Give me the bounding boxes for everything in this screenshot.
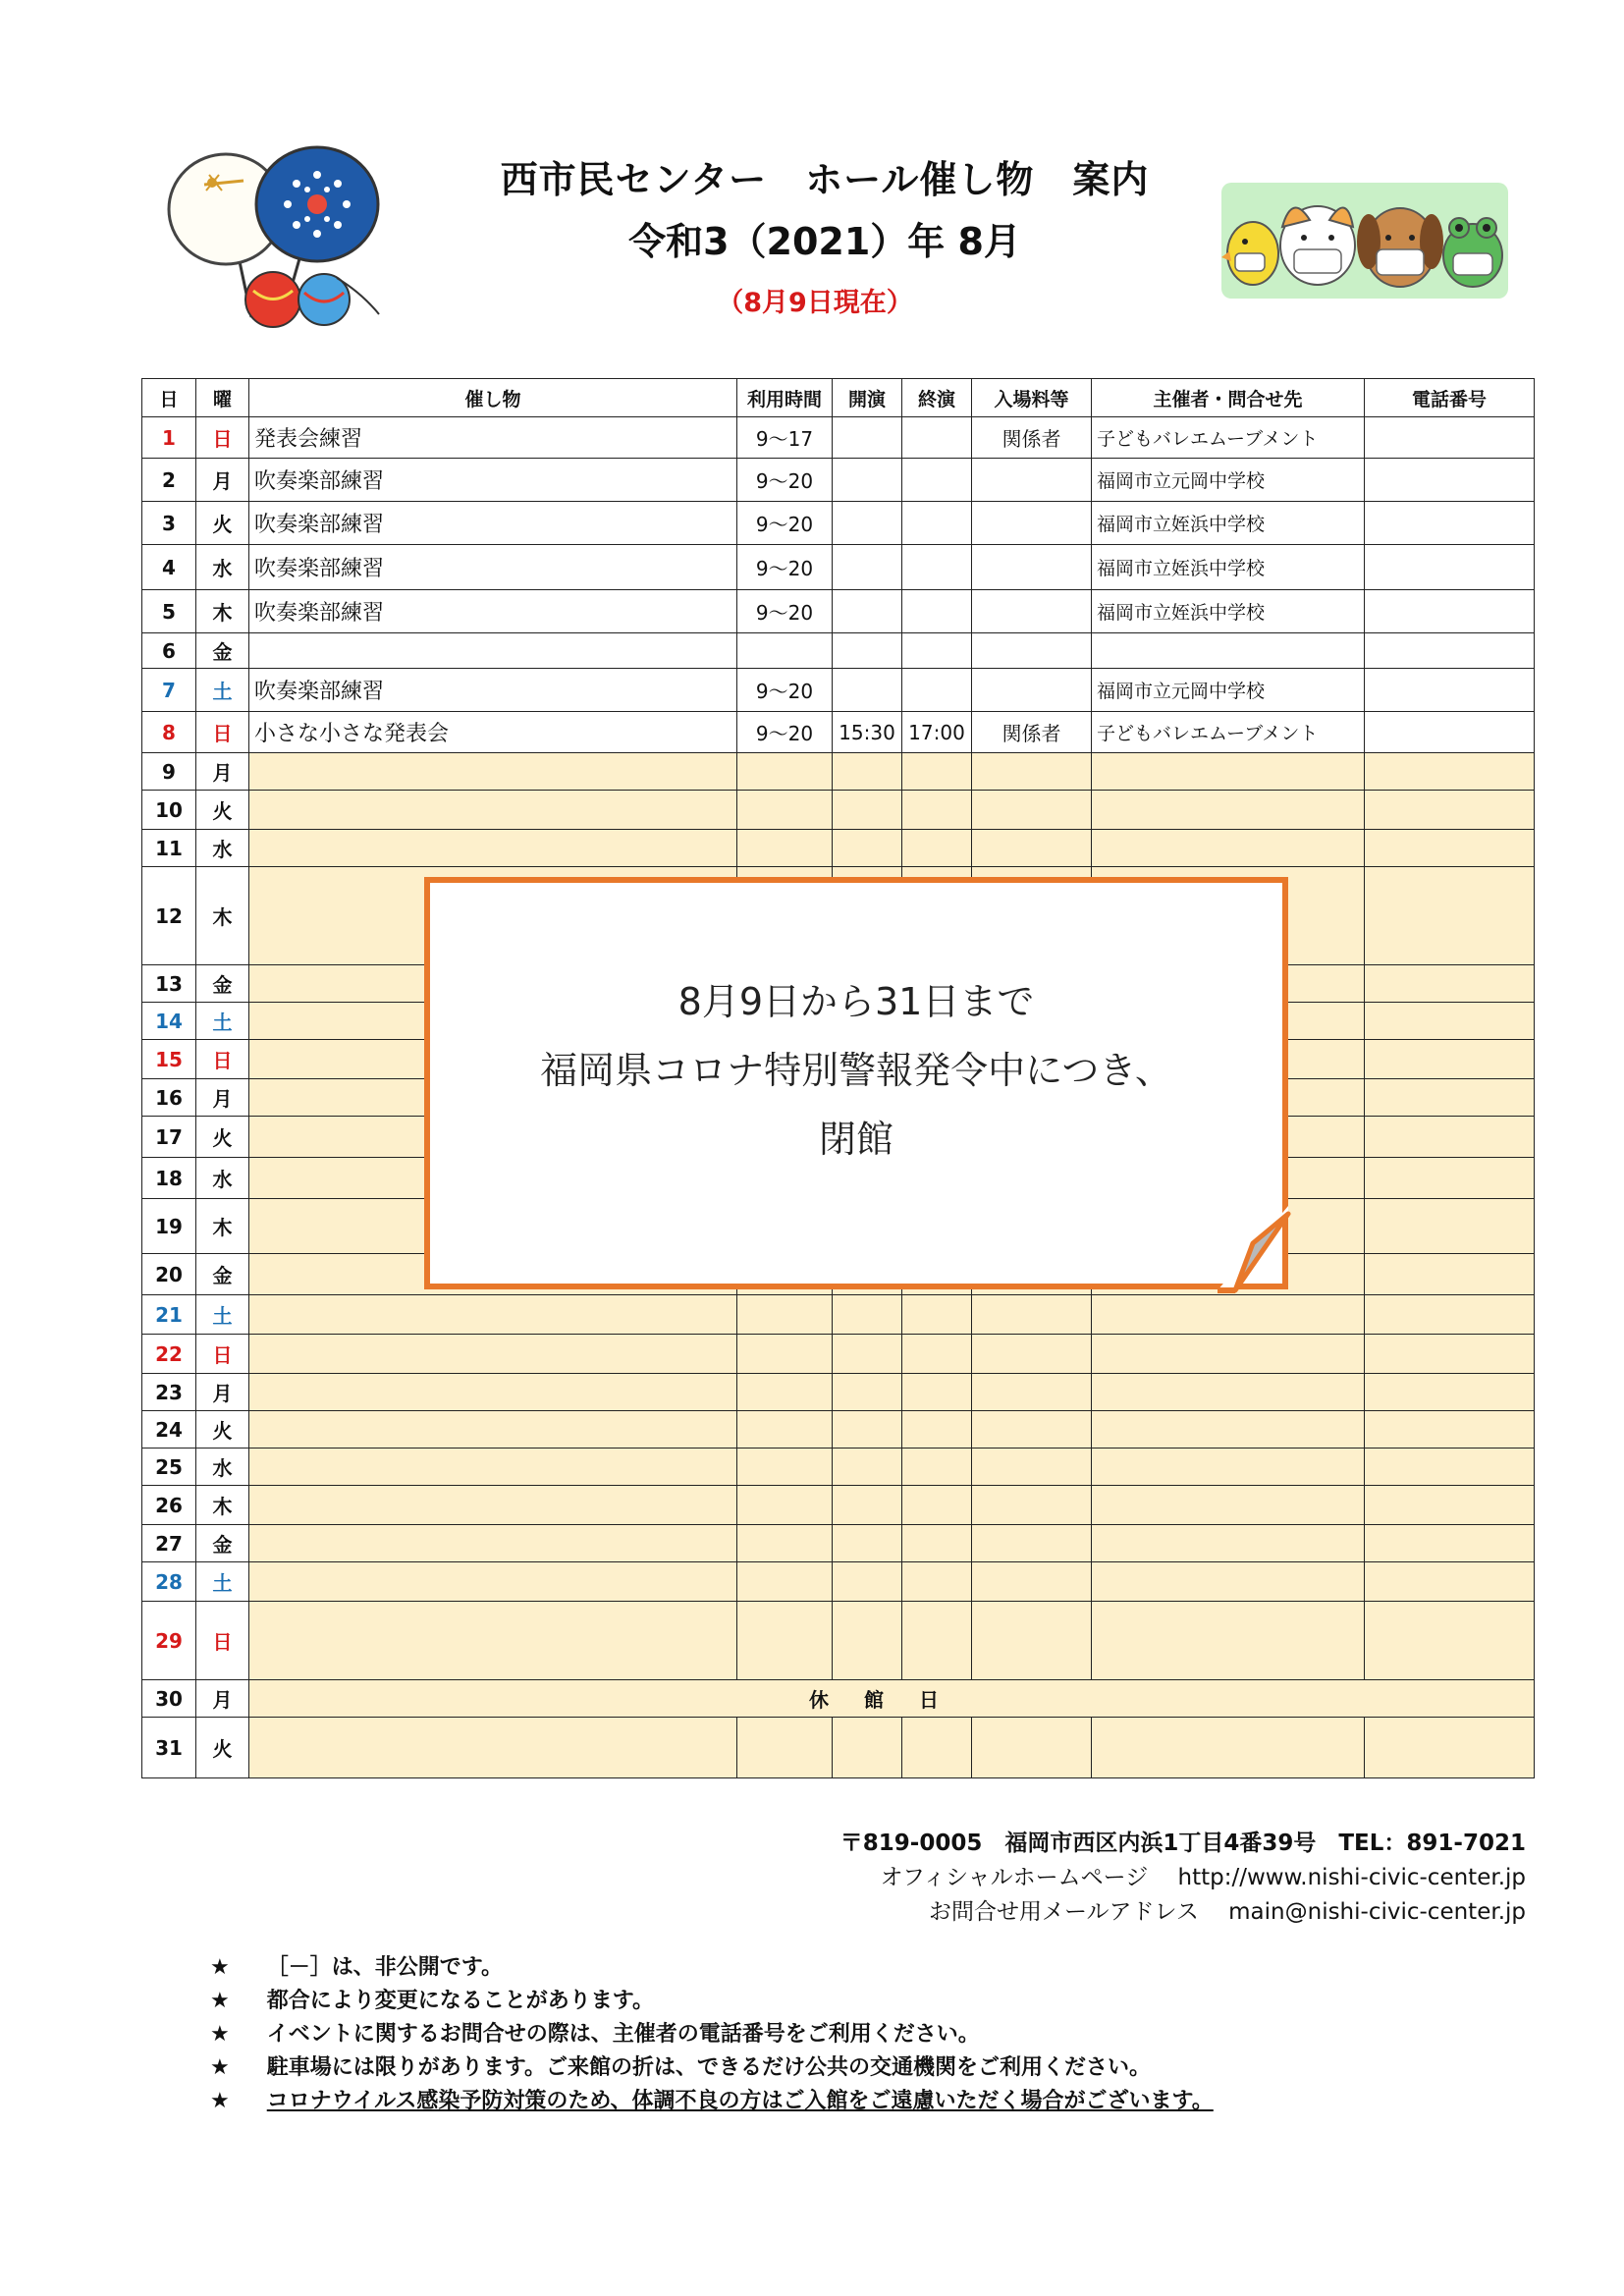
as-of-date: （8月9日現在） (717, 288, 913, 318)
open-cell (833, 1486, 902, 1525)
fee-cell (972, 633, 1092, 669)
close-cell (902, 633, 972, 669)
phone-cell (1365, 669, 1535, 712)
event-cell: 発表会練習 (249, 417, 737, 459)
time-cell (737, 1374, 833, 1411)
table-row (142, 1680, 1535, 1718)
fee-cell (972, 1486, 1092, 1525)
weekday-cell: 月 (196, 459, 249, 502)
weekday-cell: 月 (196, 753, 249, 791)
phone-cell (1365, 830, 1535, 867)
notice-line-3: 閉館 (818, 1118, 893, 1161)
open-cell (833, 502, 902, 545)
event-cell (249, 1449, 737, 1486)
organizer-cell (1092, 791, 1365, 830)
time-cell (737, 1602, 833, 1680)
note-item: ★ ［－］は、非公開です。 (210, 1955, 503, 1980)
day-cell: 23 (142, 1374, 196, 1411)
table-row (142, 1486, 1535, 1525)
table-row (142, 791, 1535, 830)
close-cell (902, 1486, 972, 1525)
fee-cell (972, 1602, 1092, 1680)
time-cell: 9～20 (737, 590, 833, 633)
fee-cell (972, 830, 1092, 867)
day-cell: 7 (142, 669, 196, 712)
col-header-phone: 電話番号 (1365, 379, 1535, 417)
phone-cell (1365, 1486, 1535, 1525)
page-subtitle: 令和3（2021）年 8月 (628, 220, 1021, 263)
table-row (142, 712, 1535, 753)
star-icon: ★ (210, 2055, 230, 2080)
weekday-cell: 月 (196, 1680, 249, 1718)
open-cell (833, 1335, 902, 1374)
masked-animals-illustration (1221, 183, 1508, 299)
fee-cell (972, 1562, 1092, 1602)
close-cell (902, 1718, 972, 1778)
time-cell (737, 1411, 833, 1449)
contact-homepage[interactable]: オフィシャルホームページ http://www.nishi-civic-center.jp (880, 1865, 1526, 1890)
table-row (142, 1718, 1535, 1778)
open-cell (833, 753, 902, 791)
event-cell (249, 1718, 737, 1778)
table-row (142, 417, 1535, 459)
weekday-cell: 金 (196, 1525, 249, 1562)
time-cell: 9～20 (737, 545, 833, 590)
organizer-cell (1092, 1374, 1365, 1411)
open-cell (833, 1295, 902, 1335)
close-cell (902, 1374, 972, 1411)
close-cell (902, 545, 972, 590)
star-icon: ★ (210, 1955, 230, 1980)
day-cell: 2 (142, 459, 196, 502)
note-item: ★ 駐車場には限りがあります。ご来館の折は、できるだけ公共の交通機関をご利用ください。 (210, 2055, 1151, 2080)
notice-line-2: 福岡県コロナ特別警報発令中につき、 (540, 1049, 1172, 1092)
fee-cell: 関係者 (972, 712, 1092, 753)
note-item: ★ コロナウイルス感染予防対策のため、体調不良の方はご入館をご遠慮いただく場合がございます。 (210, 2089, 1214, 2113)
day-cell: 6 (142, 633, 196, 669)
day-cell: 9 (142, 753, 196, 791)
open-cell (833, 1449, 902, 1486)
fee-cell (972, 545, 1092, 590)
table-row (142, 590, 1535, 633)
day-cell: 12 (142, 867, 196, 965)
organizer-cell (1092, 1335, 1365, 1374)
phone-cell (1365, 965, 1535, 1003)
page-curl-icon (1214, 1206, 1300, 1296)
organizer-cell: 子どもバレエムーブメント (1092, 712, 1365, 753)
event-cell (249, 1562, 737, 1602)
phone-cell (1365, 1602, 1535, 1680)
day-cell: 22 (142, 1335, 196, 1374)
weekday-cell: 日 (196, 417, 249, 459)
weekday-cell: 土 (196, 1562, 249, 1602)
open-cell (833, 590, 902, 633)
organizer-cell (1092, 1411, 1365, 1449)
close-cell (902, 1295, 972, 1335)
fee-cell (972, 1374, 1092, 1411)
time-cell (737, 1525, 833, 1562)
close-cell (902, 1602, 972, 1680)
weekday-cell: 水 (196, 545, 249, 590)
event-cell (249, 1335, 737, 1374)
phone-cell (1365, 867, 1535, 965)
open-cell (833, 1562, 902, 1602)
close-cell (902, 1411, 972, 1449)
close-cell (902, 502, 972, 545)
close-cell (902, 459, 972, 502)
close-cell (902, 1449, 972, 1486)
organizer-cell (1092, 830, 1365, 867)
day-cell: 14 (142, 1003, 196, 1040)
event-cell (249, 830, 737, 867)
organizer-cell (1092, 1562, 1365, 1602)
event-cell (249, 791, 737, 830)
contact-address: 〒819-0005 福岡市西区内浜1丁目4番39号 TEL：891-7021 (839, 1831, 1526, 1856)
organizer-cell (1092, 1486, 1365, 1525)
phone-cell (1365, 1449, 1535, 1486)
day-cell: 30 (142, 1680, 196, 1718)
open-cell (833, 1374, 902, 1411)
phone-cell (1365, 1117, 1535, 1158)
star-icon: ★ (210, 1989, 230, 2013)
open-cell (833, 830, 902, 867)
close-cell: 17:00 (902, 712, 972, 753)
event-cell: 吹奏楽部練習 (249, 590, 737, 633)
open-cell (833, 545, 902, 590)
col-header-fee: 入場料等 (972, 379, 1092, 417)
weekday-cell: 火 (196, 791, 249, 830)
time-cell (737, 1562, 833, 1602)
time-cell (737, 791, 833, 830)
weekday-cell: 火 (196, 1411, 249, 1449)
event-cell (249, 1525, 737, 1562)
weekday-cell: 水 (196, 830, 249, 867)
time-cell (737, 1295, 833, 1335)
day-cell: 20 (142, 1254, 196, 1295)
weekday-cell: 土 (196, 1295, 249, 1335)
weekday-cell: 水 (196, 1449, 249, 1486)
weekday-cell: 木 (196, 590, 249, 633)
time-cell (737, 830, 833, 867)
open-cell (833, 1525, 902, 1562)
table-row (142, 1374, 1535, 1411)
closed-day-cell: 休館日 (249, 1680, 1535, 1718)
organizer-cell: 福岡市立元岡中学校 (1092, 669, 1365, 712)
weekday-cell: 火 (196, 1117, 249, 1158)
organizer-cell (1092, 1295, 1365, 1335)
weekday-cell: 土 (196, 669, 249, 712)
day-cell: 13 (142, 965, 196, 1003)
table-row (142, 633, 1535, 669)
close-cell (902, 417, 972, 459)
table-row (142, 1335, 1535, 1374)
day-cell: 3 (142, 502, 196, 545)
day-cell: 21 (142, 1295, 196, 1335)
open-cell: 15:30 (833, 712, 902, 753)
phone-cell (1365, 1199, 1535, 1254)
phone-cell (1365, 1295, 1535, 1335)
table-row (142, 1525, 1535, 1562)
fee-cell (972, 502, 1092, 545)
time-cell (737, 1449, 833, 1486)
time-cell (737, 1486, 833, 1525)
table-row (142, 1562, 1535, 1602)
time-cell: 9～20 (737, 502, 833, 545)
col-header-open: 開演 (833, 379, 902, 417)
weekday-cell: 日 (196, 712, 249, 753)
close-cell (902, 590, 972, 633)
summer-fans-illustration (165, 145, 406, 332)
phone-cell (1365, 502, 1535, 545)
day-cell: 4 (142, 545, 196, 590)
weekday-cell: 金 (196, 633, 249, 669)
fee-cell (972, 590, 1092, 633)
phone-cell (1365, 1254, 1535, 1295)
day-cell: 28 (142, 1562, 196, 1602)
weekday-cell: 月 (196, 1079, 249, 1117)
open-cell (833, 633, 902, 669)
col-header-organizer: 主催者・問合せ先 (1092, 379, 1365, 417)
fee-cell (972, 1411, 1092, 1449)
weekday-cell: 水 (196, 1158, 249, 1199)
phone-cell (1365, 1040, 1535, 1079)
phone-cell (1365, 1525, 1535, 1562)
day-cell: 8 (142, 712, 196, 753)
phone-cell (1365, 712, 1535, 753)
note-item: ★ 都合により変更になることがあります。 (210, 1989, 654, 2013)
table-row (142, 1602, 1535, 1680)
page-title: 西市民センター ホール催し物 案内 (500, 158, 1150, 201)
phone-cell (1365, 1374, 1535, 1411)
table-row (142, 1411, 1535, 1449)
open-cell (833, 1718, 902, 1778)
fee-cell (972, 791, 1092, 830)
close-cell (902, 669, 972, 712)
event-cell: 吹奏楽部練習 (249, 669, 737, 712)
close-cell (902, 1525, 972, 1562)
col-header-day: 日 (142, 379, 196, 417)
fee-cell (972, 1335, 1092, 1374)
event-cell: 吹奏楽部練習 (249, 502, 737, 545)
event-cell (249, 1295, 737, 1335)
weekday-cell: 火 (196, 1718, 249, 1778)
notice-line-1: 8月9日から31日まで (677, 980, 1035, 1023)
time-cell (737, 633, 833, 669)
day-cell: 1 (142, 417, 196, 459)
time-cell (737, 1718, 833, 1778)
event-cell (249, 1602, 737, 1680)
event-cell (249, 1486, 737, 1525)
organizer-cell: 福岡市立元岡中学校 (1092, 459, 1365, 502)
fee-cell (972, 753, 1092, 791)
day-cell: 25 (142, 1449, 196, 1486)
weekday-cell: 木 (196, 867, 249, 965)
time-cell (737, 1335, 833, 1374)
time-cell: 9～20 (737, 669, 833, 712)
phone-cell (1365, 417, 1535, 459)
day-cell: 19 (142, 1199, 196, 1254)
day-cell: 18 (142, 1158, 196, 1199)
fee-cell (972, 1718, 1092, 1778)
table-row (142, 545, 1535, 590)
star-icon: ★ (210, 2022, 230, 2047)
organizer-cell (1092, 1449, 1365, 1486)
table-row (142, 669, 1535, 712)
day-cell: 24 (142, 1411, 196, 1449)
fee-cell (972, 1449, 1092, 1486)
phone-cell (1365, 545, 1535, 590)
weekday-cell: 金 (196, 1254, 249, 1295)
fee-cell (972, 669, 1092, 712)
col-header-close: 終演 (902, 379, 972, 417)
organizer-cell (1092, 753, 1365, 791)
organizer-cell: 福岡市立姪浜中学校 (1092, 590, 1365, 633)
time-cell: 9～20 (737, 712, 833, 753)
time-cell: 9～17 (737, 417, 833, 459)
phone-cell (1365, 1411, 1535, 1449)
open-cell (833, 669, 902, 712)
phone-cell (1365, 753, 1535, 791)
day-cell: 26 (142, 1486, 196, 1525)
table-row (142, 753, 1535, 791)
phone-cell (1365, 1562, 1535, 1602)
day-cell: 31 (142, 1718, 196, 1778)
weekday-cell: 日 (196, 1335, 249, 1374)
day-cell: 16 (142, 1079, 196, 1117)
closure-notice (424, 877, 1288, 1289)
fee-cell (972, 459, 1092, 502)
close-cell (902, 753, 972, 791)
weekday-cell: 木 (196, 1199, 249, 1254)
weekday-cell: 金 (196, 965, 249, 1003)
weekday-cell: 日 (196, 1602, 249, 1680)
day-cell: 10 (142, 791, 196, 830)
fee-cell (972, 1525, 1092, 1562)
table-row (142, 830, 1535, 867)
organizer-cell: 福岡市立姪浜中学校 (1092, 502, 1365, 545)
open-cell (833, 1602, 902, 1680)
phone-cell (1365, 791, 1535, 830)
phone-cell (1365, 633, 1535, 669)
phone-cell (1365, 1079, 1535, 1117)
table-header-row (142, 379, 1535, 417)
note-item: ★ イベントに関するお問合せの際は、主催者の電話番号をご利用ください。 (210, 2022, 980, 2047)
day-cell: 5 (142, 590, 196, 633)
weekday-cell: 木 (196, 1486, 249, 1525)
close-cell (902, 791, 972, 830)
event-cell (249, 1411, 737, 1449)
time-cell (737, 753, 833, 791)
organizer-cell: 福岡市立姪浜中学校 (1092, 545, 1365, 590)
event-cell (249, 753, 737, 791)
close-cell (902, 1335, 972, 1374)
event-cell (249, 1374, 737, 1411)
day-cell: 11 (142, 830, 196, 867)
weekday-cell: 土 (196, 1003, 249, 1040)
table-row (142, 1449, 1535, 1486)
event-cell (249, 633, 737, 669)
open-cell (833, 417, 902, 459)
event-cell: 吹奏楽部練習 (249, 459, 737, 502)
organizer-cell: 子どもバレエムーブメント (1092, 417, 1365, 459)
event-cell: 小さな小さな発表会 (249, 712, 737, 753)
weekday-cell: 日 (196, 1040, 249, 1079)
contact-email[interactable]: お問合せ用メールアドレス main@nishi-civic-center.jp (928, 1899, 1526, 1925)
open-cell (833, 1411, 902, 1449)
col-header-dow: 曜 (196, 379, 249, 417)
day-cell: 27 (142, 1525, 196, 1562)
fee-cell (972, 1295, 1092, 1335)
phone-cell (1365, 1003, 1535, 1040)
table-row (142, 459, 1535, 502)
star-icon: ★ (210, 2089, 230, 2113)
table-row (142, 1295, 1535, 1335)
event-cell: 吹奏楽部練習 (249, 545, 737, 590)
day-cell: 17 (142, 1117, 196, 1158)
col-header-event: 催し物 (249, 379, 737, 417)
organizer-cell (1092, 633, 1365, 669)
fee-cell: 関係者 (972, 417, 1092, 459)
phone-cell (1365, 459, 1535, 502)
phone-cell (1365, 1335, 1535, 1374)
close-cell (902, 830, 972, 867)
col-header-time: 利用時間 (737, 379, 833, 417)
organizer-cell (1092, 1602, 1365, 1680)
open-cell (833, 459, 902, 502)
open-cell (833, 791, 902, 830)
organizer-cell (1092, 1718, 1365, 1778)
phone-cell (1365, 1158, 1535, 1199)
table-row (142, 502, 1535, 545)
time-cell: 9～20 (737, 459, 833, 502)
weekday-cell: 月 (196, 1374, 249, 1411)
organizer-cell (1092, 1525, 1365, 1562)
day-cell: 29 (142, 1602, 196, 1680)
phone-cell (1365, 1718, 1535, 1778)
phone-cell (1365, 590, 1535, 633)
weekday-cell: 火 (196, 502, 249, 545)
day-cell: 15 (142, 1040, 196, 1079)
close-cell (902, 1562, 972, 1602)
